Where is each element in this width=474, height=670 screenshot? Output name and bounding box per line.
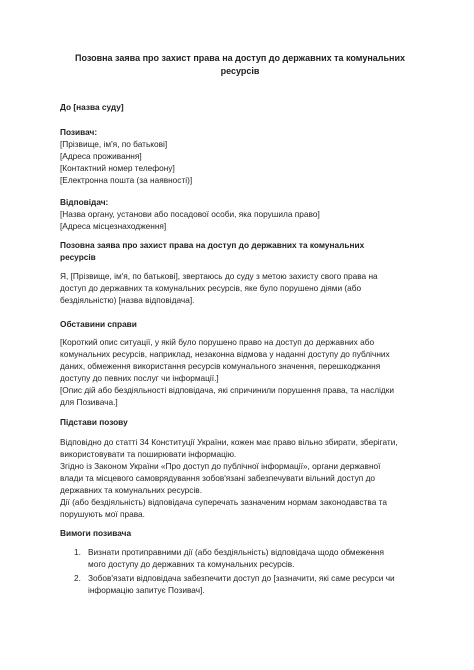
defendant-block — [60, 196, 426, 232]
list-item-line: інформацію запитує Позивач]. — [88, 585, 205, 595]
demands-list — [60, 546, 426, 598]
circumstances-line: даних, обмеження використання ресурсів комунального значення, перешкоджання — [60, 361, 381, 371]
plaintiff-line: [Адреса проживання] — [60, 151, 142, 161]
court-name: До [назва суду] — [60, 102, 124, 112]
demands-heading: Вимоги позивача — [60, 528, 132, 538]
grounds-line: порушують мої права. — [60, 509, 145, 519]
claim-heading-line: Позовна заява про захист права на доступ до державних та комунальних — [60, 240, 365, 250]
list-item-line: мого доступу до державних та комунальних ресурсів. — [88, 559, 295, 569]
title-line: ресурсів — [220, 66, 260, 76]
list-item-number: 1. — [74, 547, 81, 557]
list-item-line: Визнати протиправними дії (або бездіяльність) відповідача щодо обмеження — [88, 547, 384, 557]
grounds-line: влади та місцевого самоврядування зобов'язані забезпечувати вільний доступ до — [60, 473, 376, 483]
claim-heading — [60, 239, 426, 263]
grounds-line: державних та комунальних ресурсів. — [60, 485, 203, 495]
plaintiff-line: [Електронна пошта (за наявності)] — [60, 175, 193, 185]
grounds-paragraph — [60, 436, 426, 520]
title-line: Позовна заява про захист права на доступ до державних та комунальних — [74, 53, 406, 63]
defendant-heading: Відповідач: — [60, 197, 109, 207]
list-item — [60, 546, 426, 570]
list-item — [60, 572, 426, 596]
defendant-line: [Назва органу, установи або посадової особи, яка порушила право] — [60, 209, 320, 219]
plaintiff-block — [60, 126, 426, 186]
plaintiff-line: [Прізвище, ім'я, по батькові] — [60, 139, 168, 149]
intro-line: Я, [Прізвище, ім'я, по батькові], звертаюсь до суду з метою захисту свого права на — [60, 271, 378, 281]
circumstances-line: [Короткий опис ситуації, у якій було порушено право на доступ до державних або — [60, 337, 375, 347]
intro-line: доступ до державних та комунальних ресурсів, яке було порушено діями (або — [60, 283, 362, 293]
list-item-line: Зобов'язати відповідача забезпечити доступ до [зазначити, які саме ресурси чи — [88, 573, 395, 583]
circumstances-paragraph — [60, 336, 426, 408]
plaintiff-line: [Контактний номер телефону] — [60, 163, 175, 173]
grounds-line: Дії (або бездіяльність) відповідача суперечать зазначеним нормам законодавства та — [60, 497, 387, 507]
circumstances-heading: Обставини справи — [60, 319, 137, 329]
grounds-line: використовувати та поширювати інформацію. — [60, 449, 237, 459]
document-title — [40, 52, 440, 78]
defendant-line: [Адреса місцезнаходження] — [60, 221, 167, 231]
circumstances-line: доступу до певних послуг чи інформації.] — [60, 373, 219, 383]
grounds-heading: Підстави позову — [60, 417, 128, 427]
intro-paragraph — [60, 270, 426, 306]
circumstances-line: [Опис дій або бездіяльності відповідача, які спричинили порушення права, та наслідки — [60, 385, 395, 395]
grounds-line: Згідно із Законом України «Про доступ до публічної інформації», органи державної — [60, 461, 381, 471]
circumstances-line: комунальних ресурсів, наприклад, незаконна відмова у наданні доступу до публічних — [60, 349, 390, 359]
plaintiff-heading: Позивач: — [60, 127, 98, 137]
claim-heading-line: ресурсів — [60, 252, 96, 262]
list-item-number: 2. — [74, 573, 81, 583]
circumstances-line: для Позивача.] — [60, 397, 118, 407]
intro-line: бездіяльністю) [назва відповідача]. — [60, 295, 195, 305]
grounds-line: Відповідно до статті 34 Конституції України, кожен має право вільно збирати, зберігати, — [60, 437, 398, 447]
